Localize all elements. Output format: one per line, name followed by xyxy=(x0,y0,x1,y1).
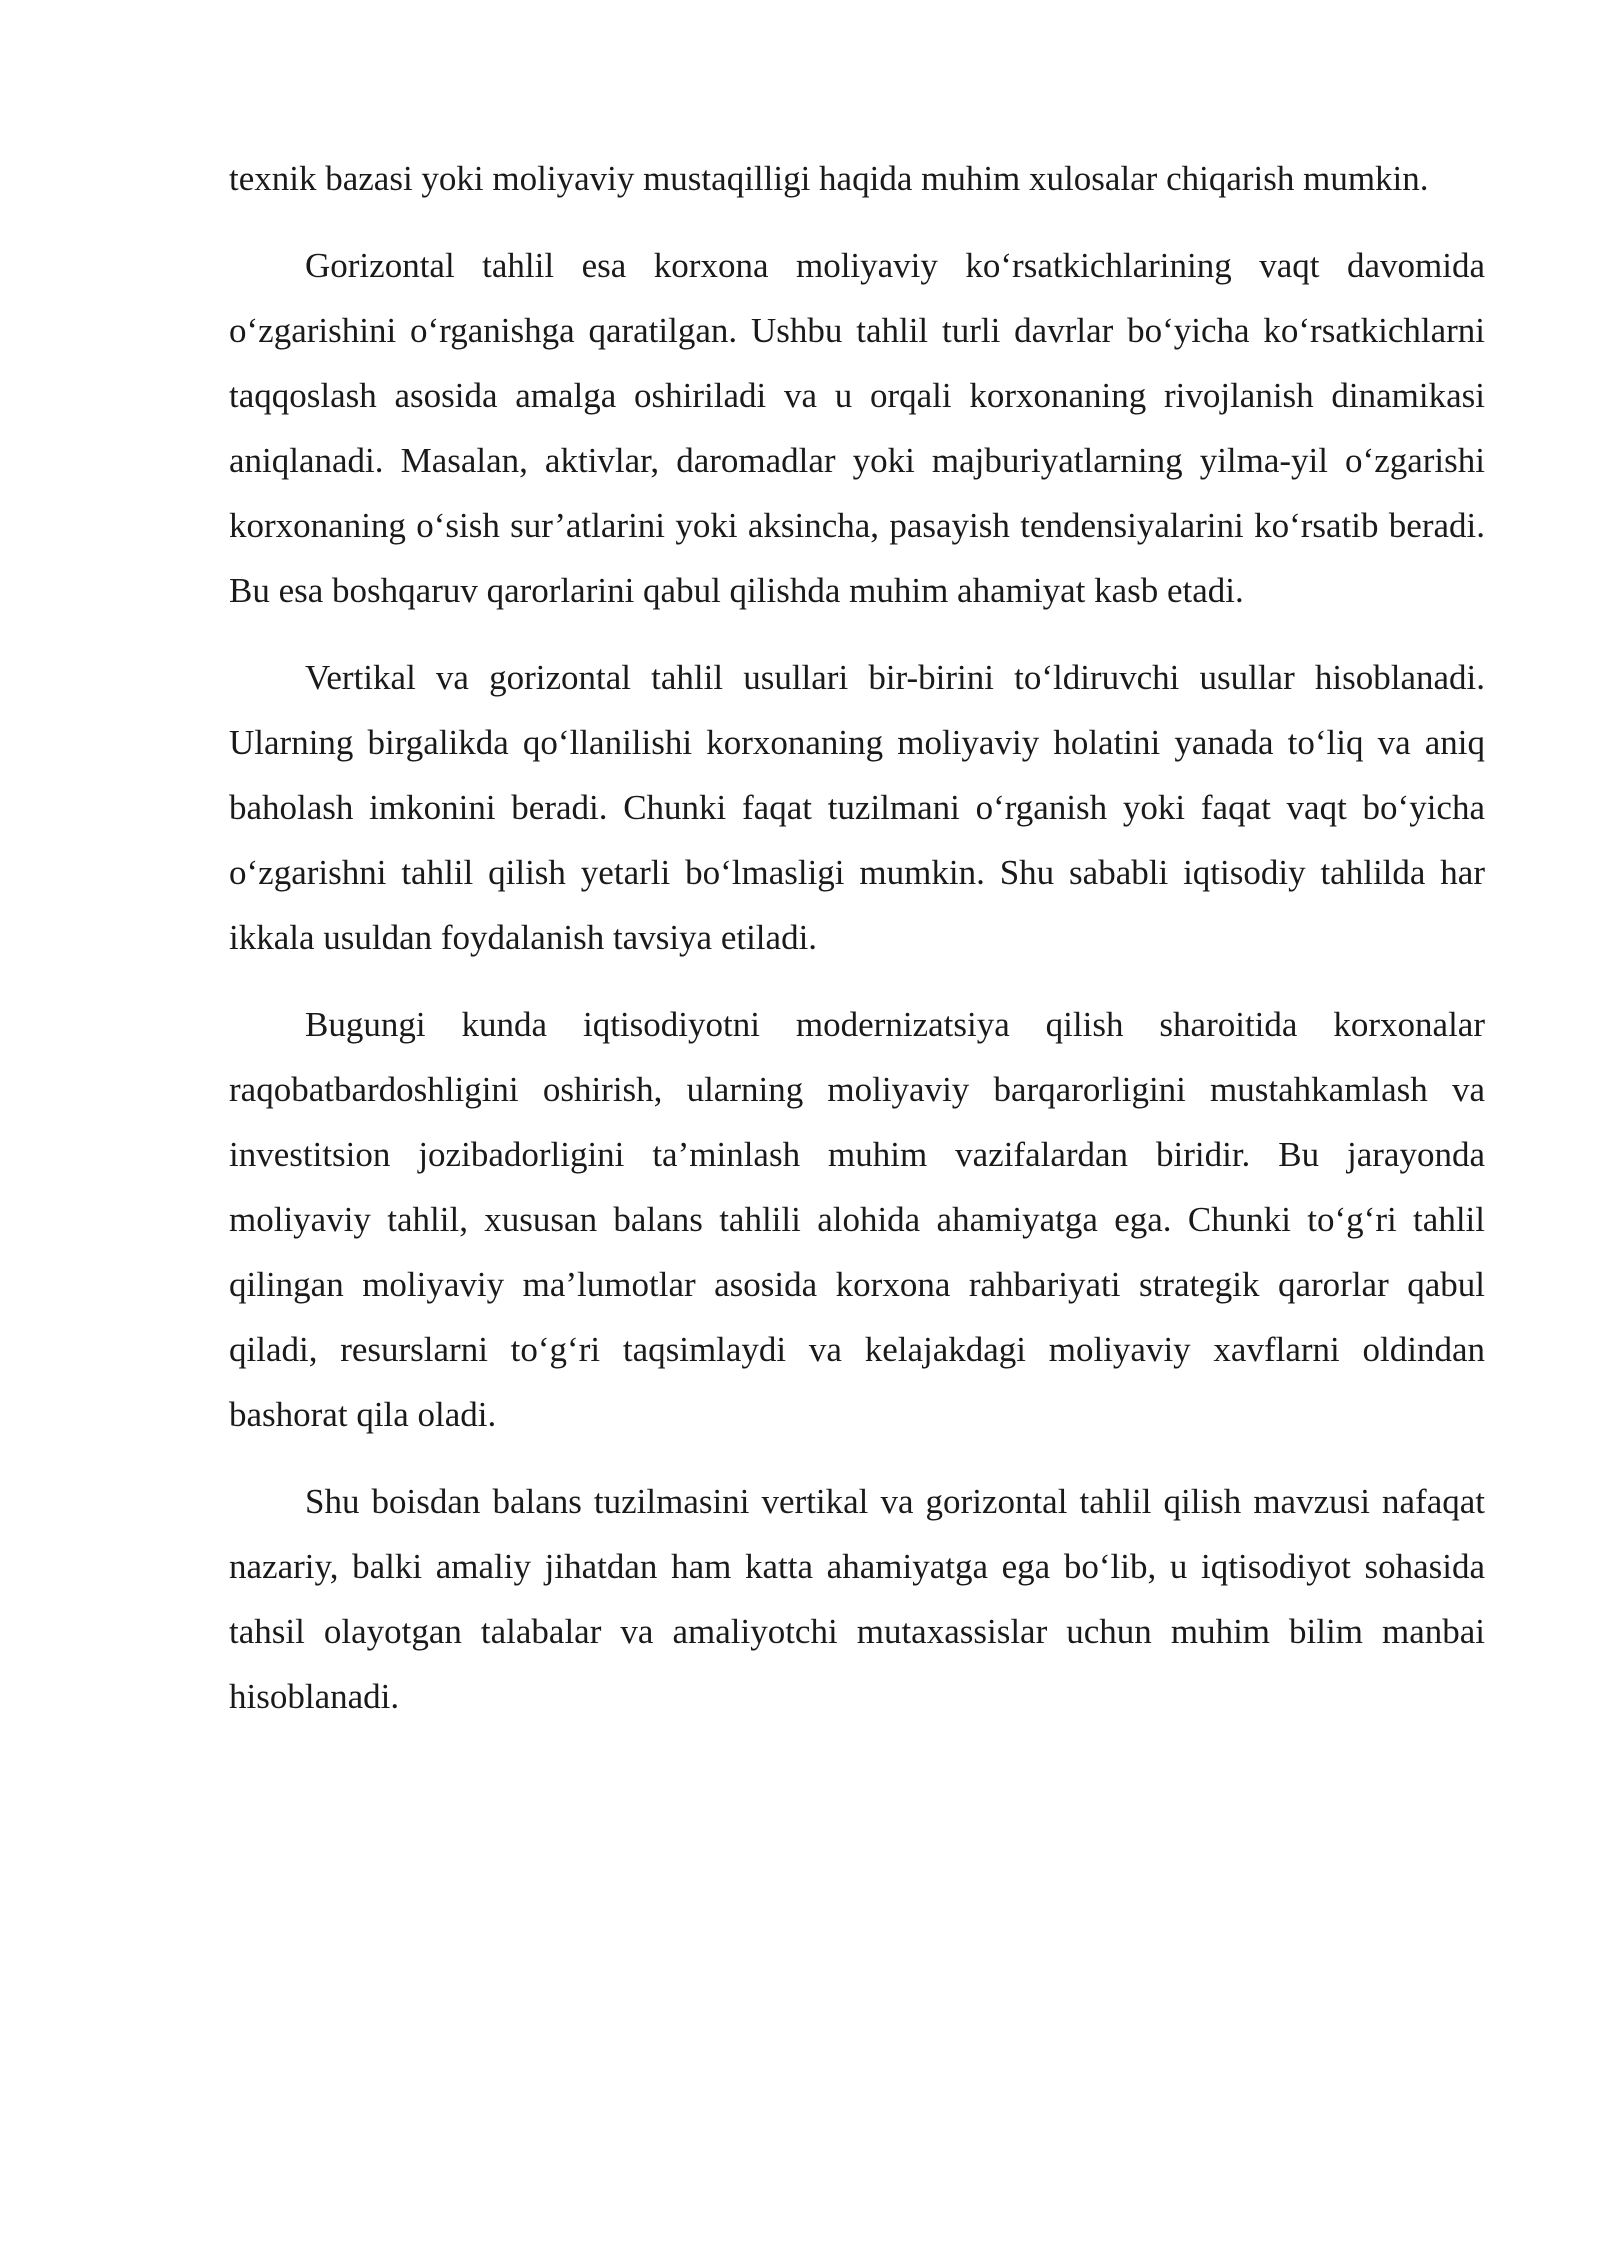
paragraph-conclusion: Shu boisdan balans tuzilmasini vertikal va gorizontal tahlil qilish mavzusi nafaqat nazariy, balki amaliy jihatdan ham katta ahamiyatga ega boʻlib, u iqtisodiyot sohasida tahsil olayotgan talabalar va amaliyotchi mutaxassislar uchun muhim bilim manbai hisoblanadi. xyxy=(229,1482,1485,1716)
paragraph-horizontal-analysis: Gorizontal tahlil esa korxona moliyaviy koʻrsatkichlarining vaqt davomida oʻzgarishini oʻrganishga qaratilgan. Ushbu tahlil turli davrlar boʻyicha koʻrsatkichlarni taqqoslash asosida amalga oshiriladi va u orqali korxonaning rivojlanish dinamikasi aniqlanadi. Masalan, aktivlar, daromadlar yoki majburiyatlarning yilma-yil oʻzgarishi korxonaning oʻsish sur’atlarini yoki aksincha, pasayish tendensiyalarini koʻrsatib beradi. Bu esa boshqaruv qarorlarini qabul qilishda muhim ahamiyat kasb etadi. xyxy=(229,246,1485,610)
paragraph-modernization: Bugungi kunda iqtisodiyotni modernizatsiya qilish sharoitida korxonalar raqobatbardoshligini oshirish, ularning moliyaviy barqarorligini mustahkamlash va investitsion jozibadorligini ta’minlash muhim vazifalardan biridir. Bu jarayonda moliyaviy tahlil, xususan balans tahlili alohida ahamiyatga ega. Chunki toʻgʻri tahlil qilingan moliyaviy ma’lumotlar asosida korxona rahbariyati strategik qarorlar qabul qiladi, resurslarni toʻgʻri taqsimlaydi va kelajakdagi moliyaviy xavflarni oldindan bashorat qila oladi. xyxy=(229,1005,1485,1434)
paragraph-combined-methods: Vertikal va gorizontal tahlil usullari bir-birini toʻldiruvchi usullar hisoblanadi. Ularning birgalikda qoʻllanilishi korxonaning moliyaviy holatini yanada toʻliq va aniq baholash imkonini beradi. Chunki faqat tuzilmani oʻrganish yoki faqat vaqt boʻyicha oʻzgarishni tahlil qilish yetarli boʻlmasligi mumkin. Shu sababli iqtisodiy tahlilda har ikkala usuldan foydalanish tavsiya etiladi. xyxy=(229,658,1485,957)
document-body xyxy=(229,146,1485,1751)
paragraph-continued: texnik bazasi yoki moliyaviy mustaqilligi haqida muhim xulosalar chiqarish mumkin. xyxy=(229,159,1429,198)
